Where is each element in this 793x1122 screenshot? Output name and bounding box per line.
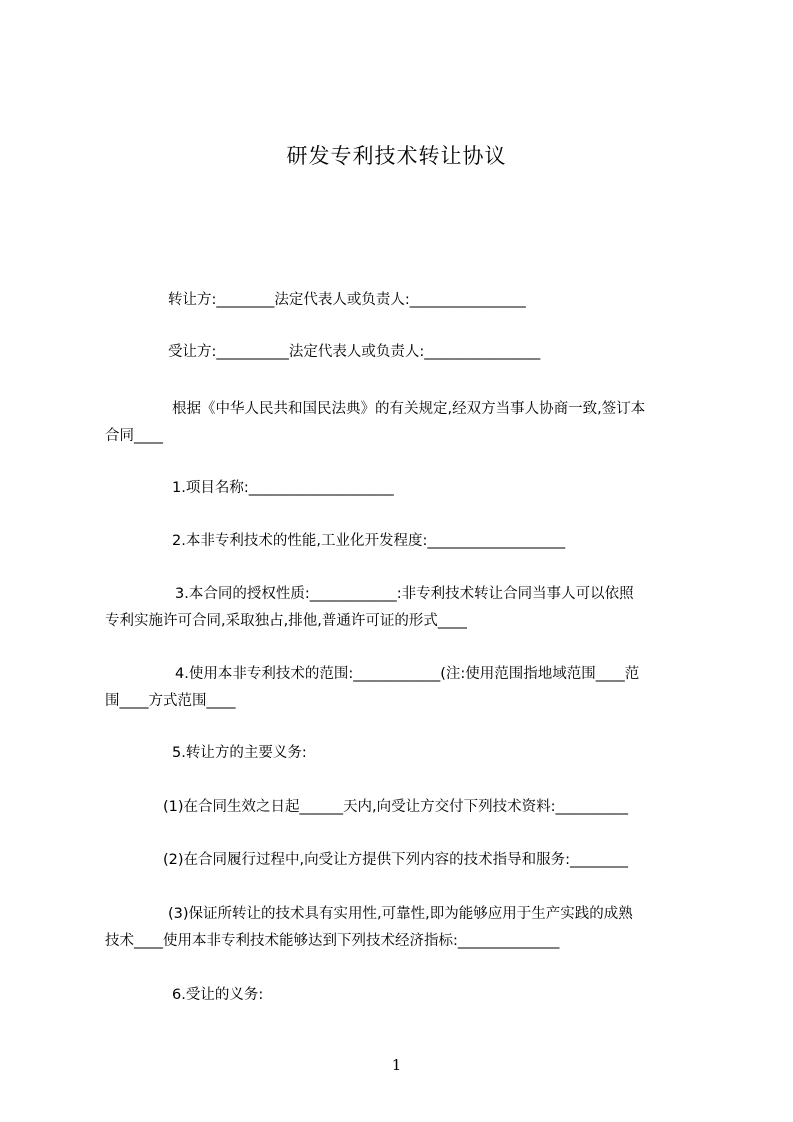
performance-line [172, 528, 769, 555]
preamble-paragraph [105, 396, 702, 450]
project-name-line [172, 475, 769, 502]
paragraph-line: 转让方:________法定代表人或负责人:________________ [168, 292, 526, 308]
paragraph-line: 合同____ [105, 428, 163, 444]
license-nature-paragraph [105, 581, 702, 635]
transferor-duties-heading [172, 740, 769, 767]
paragraph-line: 围____方式范围____ [105, 693, 236, 709]
document-title: 研发专利技术转让协议 [286, 144, 507, 168]
paragraph-line: 技术____使用本非专利技术能够达到下列技术经济指标:______________ [105, 933, 560, 949]
paragraph-line: 6.受让的义务: [172, 987, 264, 1003]
transferee-line [168, 339, 765, 366]
paragraph-line: 3.本合同的授权性质:____________:非专利技术转让合同当事人可以依照 [175, 586, 634, 602]
paragraph-line: (3)保证所转让的技术具有实用性,可靠性,即为能够应用于生产实践的成熟 [168, 906, 633, 922]
paragraph-line: 受让方:__________法定代表人或负责人:________________ [168, 344, 541, 360]
paragraph-line: (1)在合同生效之日起______天内,向受让方交付下列技术资料:__________ [163, 799, 629, 815]
paragraph-line: 1.项目名称:____________________ [172, 480, 394, 496]
usage-scope-paragraph [105, 661, 702, 715]
duty-1-line [163, 794, 760, 821]
paragraph-line: 专利实施许可合同,采取独占,排他,普通许可证的形式____ [105, 613, 467, 629]
paragraph-line: 5.转让方的主要义务: [172, 745, 307, 761]
paragraph-line: 2.本非专利技术的性能,工业化开发程度:___________________ [172, 533, 566, 549]
paragraph-line: 4.使用本非专利技术的范围:____________(注:使用范围指地域范围____范 [175, 666, 640, 682]
duty-3-paragraph [105, 901, 702, 955]
page-number: 1 [391, 1056, 402, 1074]
paragraph-line: (2)在合同履行过程中,向受让方提供下列内容的技术指导和服务:________ [163, 852, 629, 868]
paragraph-line: 根据《中华人民共和国民法典》的有关规定,经双方当事人协商一致,签订本 [172, 401, 646, 417]
duty-2-line [163, 847, 760, 874]
transferor-line [168, 287, 765, 314]
transferee-duties-heading [172, 982, 769, 1009]
